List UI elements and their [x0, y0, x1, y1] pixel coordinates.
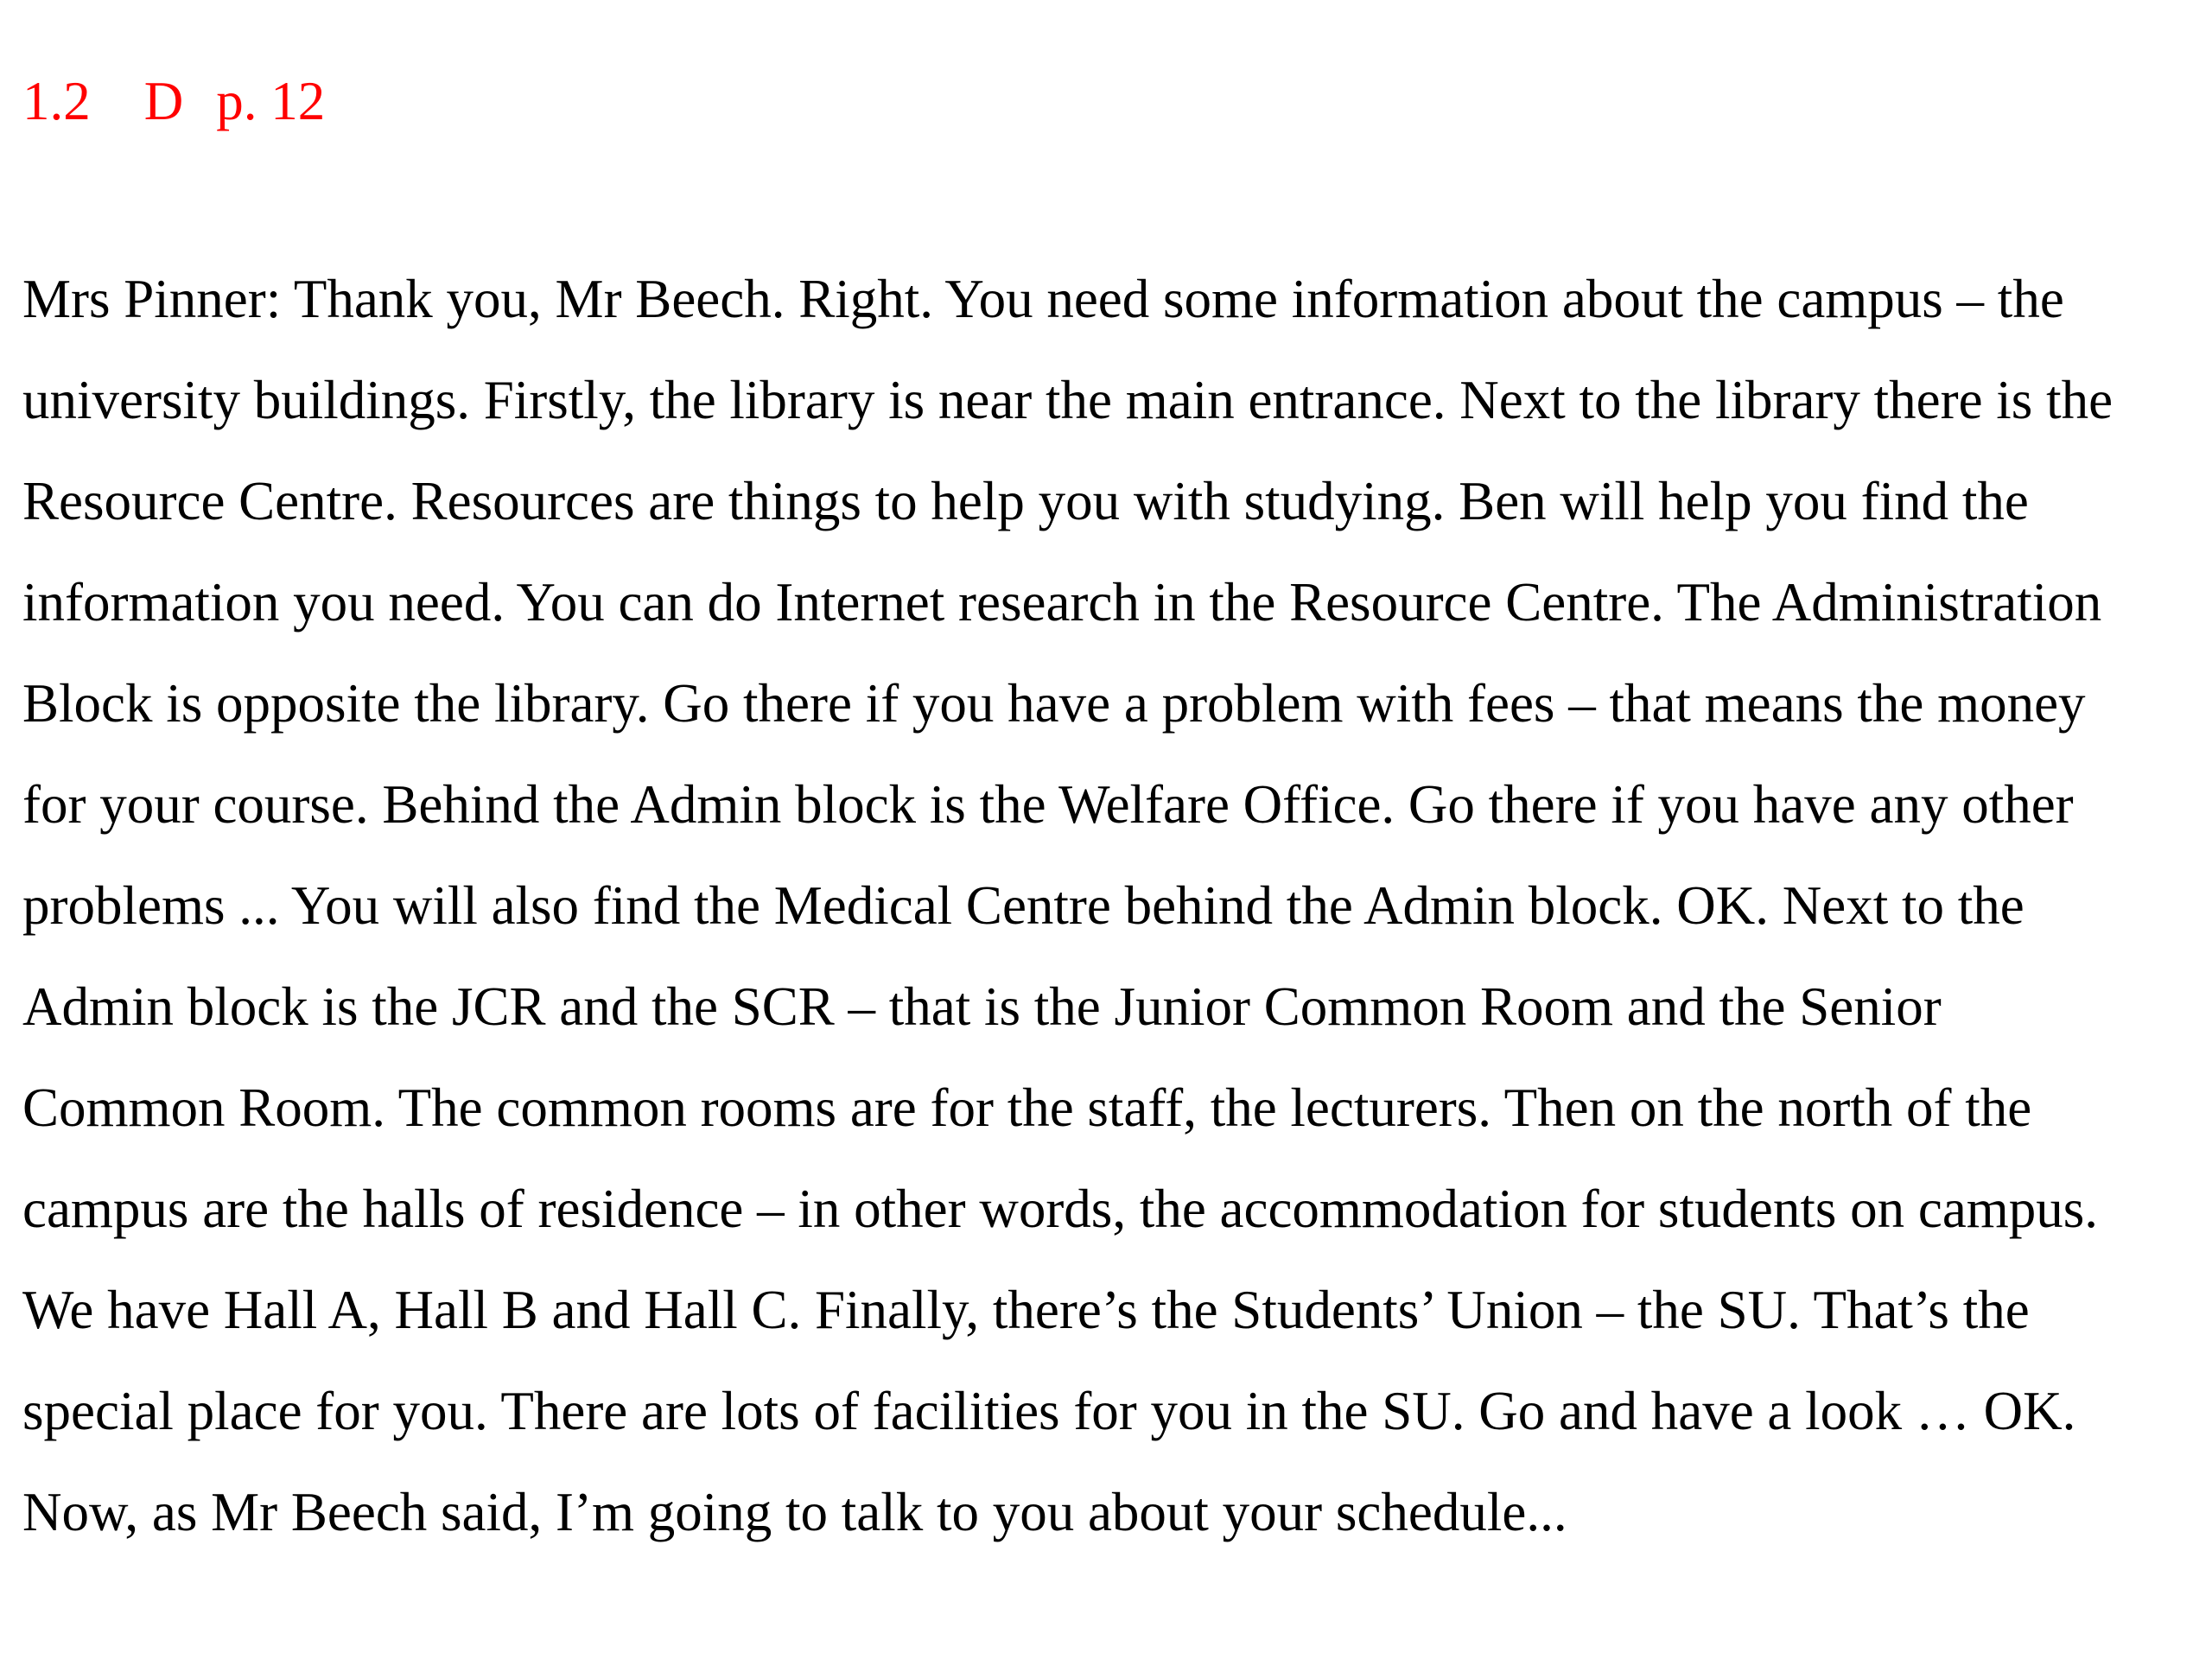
reference-header — [22, 62, 325, 140]
transcript-paragraph — [22, 249, 2191, 1563]
page-reference: p. 12 — [216, 71, 326, 131]
section-number: 1.2 — [22, 71, 91, 131]
transcript-line: information you need. You can do Internet research in the Resource Centre. The Administration — [22, 572, 2102, 632]
transcript-line: Now, as Mr Beech said, I’m going to talk to you about your schedule... — [22, 1482, 1567, 1542]
transcript-line: university buildings. Firstly, the library is near the main entrance. Next to the library there is the — [22, 370, 2113, 430]
transcript-line: Mrs Pinner: Thank you, Mr Beech. Right. You need some information about the campus – the — [22, 269, 2064, 329]
transcript-line: for your course. Behind the Admin block is the Welfare Office. Go there if you have any other — [22, 774, 2074, 835]
transcript-line: Block is opposite the library. Go there if you have a problem with fees – that means the money — [22, 673, 2086, 734]
transcript-line: We have Hall A, Hall B and Hall C. Finally, there’s the Students’ Union – the SU. That’s the — [22, 1280, 2030, 1340]
transcript-line: Resource Centre. Resources are things to help you with studying. Ben will help you find the — [22, 471, 2029, 531]
transcript-line: Admin block is the JCR and the SCR – that is the Junior Common Room and the Senior — [22, 976, 1942, 1037]
transcript-line: problems ... You will also find the Medical Centre behind the Admin block. OK. Next to the — [22, 875, 2024, 936]
transcript-line: campus are the halls of residence – in other words, the accommodation for students on campus. — [22, 1179, 2099, 1239]
exercise-letter: D — [143, 71, 184, 131]
transcript-line: special place for you. There are lots of facilities for you in the SU. Go and have a look … OK. — [22, 1381, 2076, 1441]
transcript-line: Common Room. The common rooms are for the staff, the lecturers. Then on the north of the — [22, 1077, 2032, 1138]
